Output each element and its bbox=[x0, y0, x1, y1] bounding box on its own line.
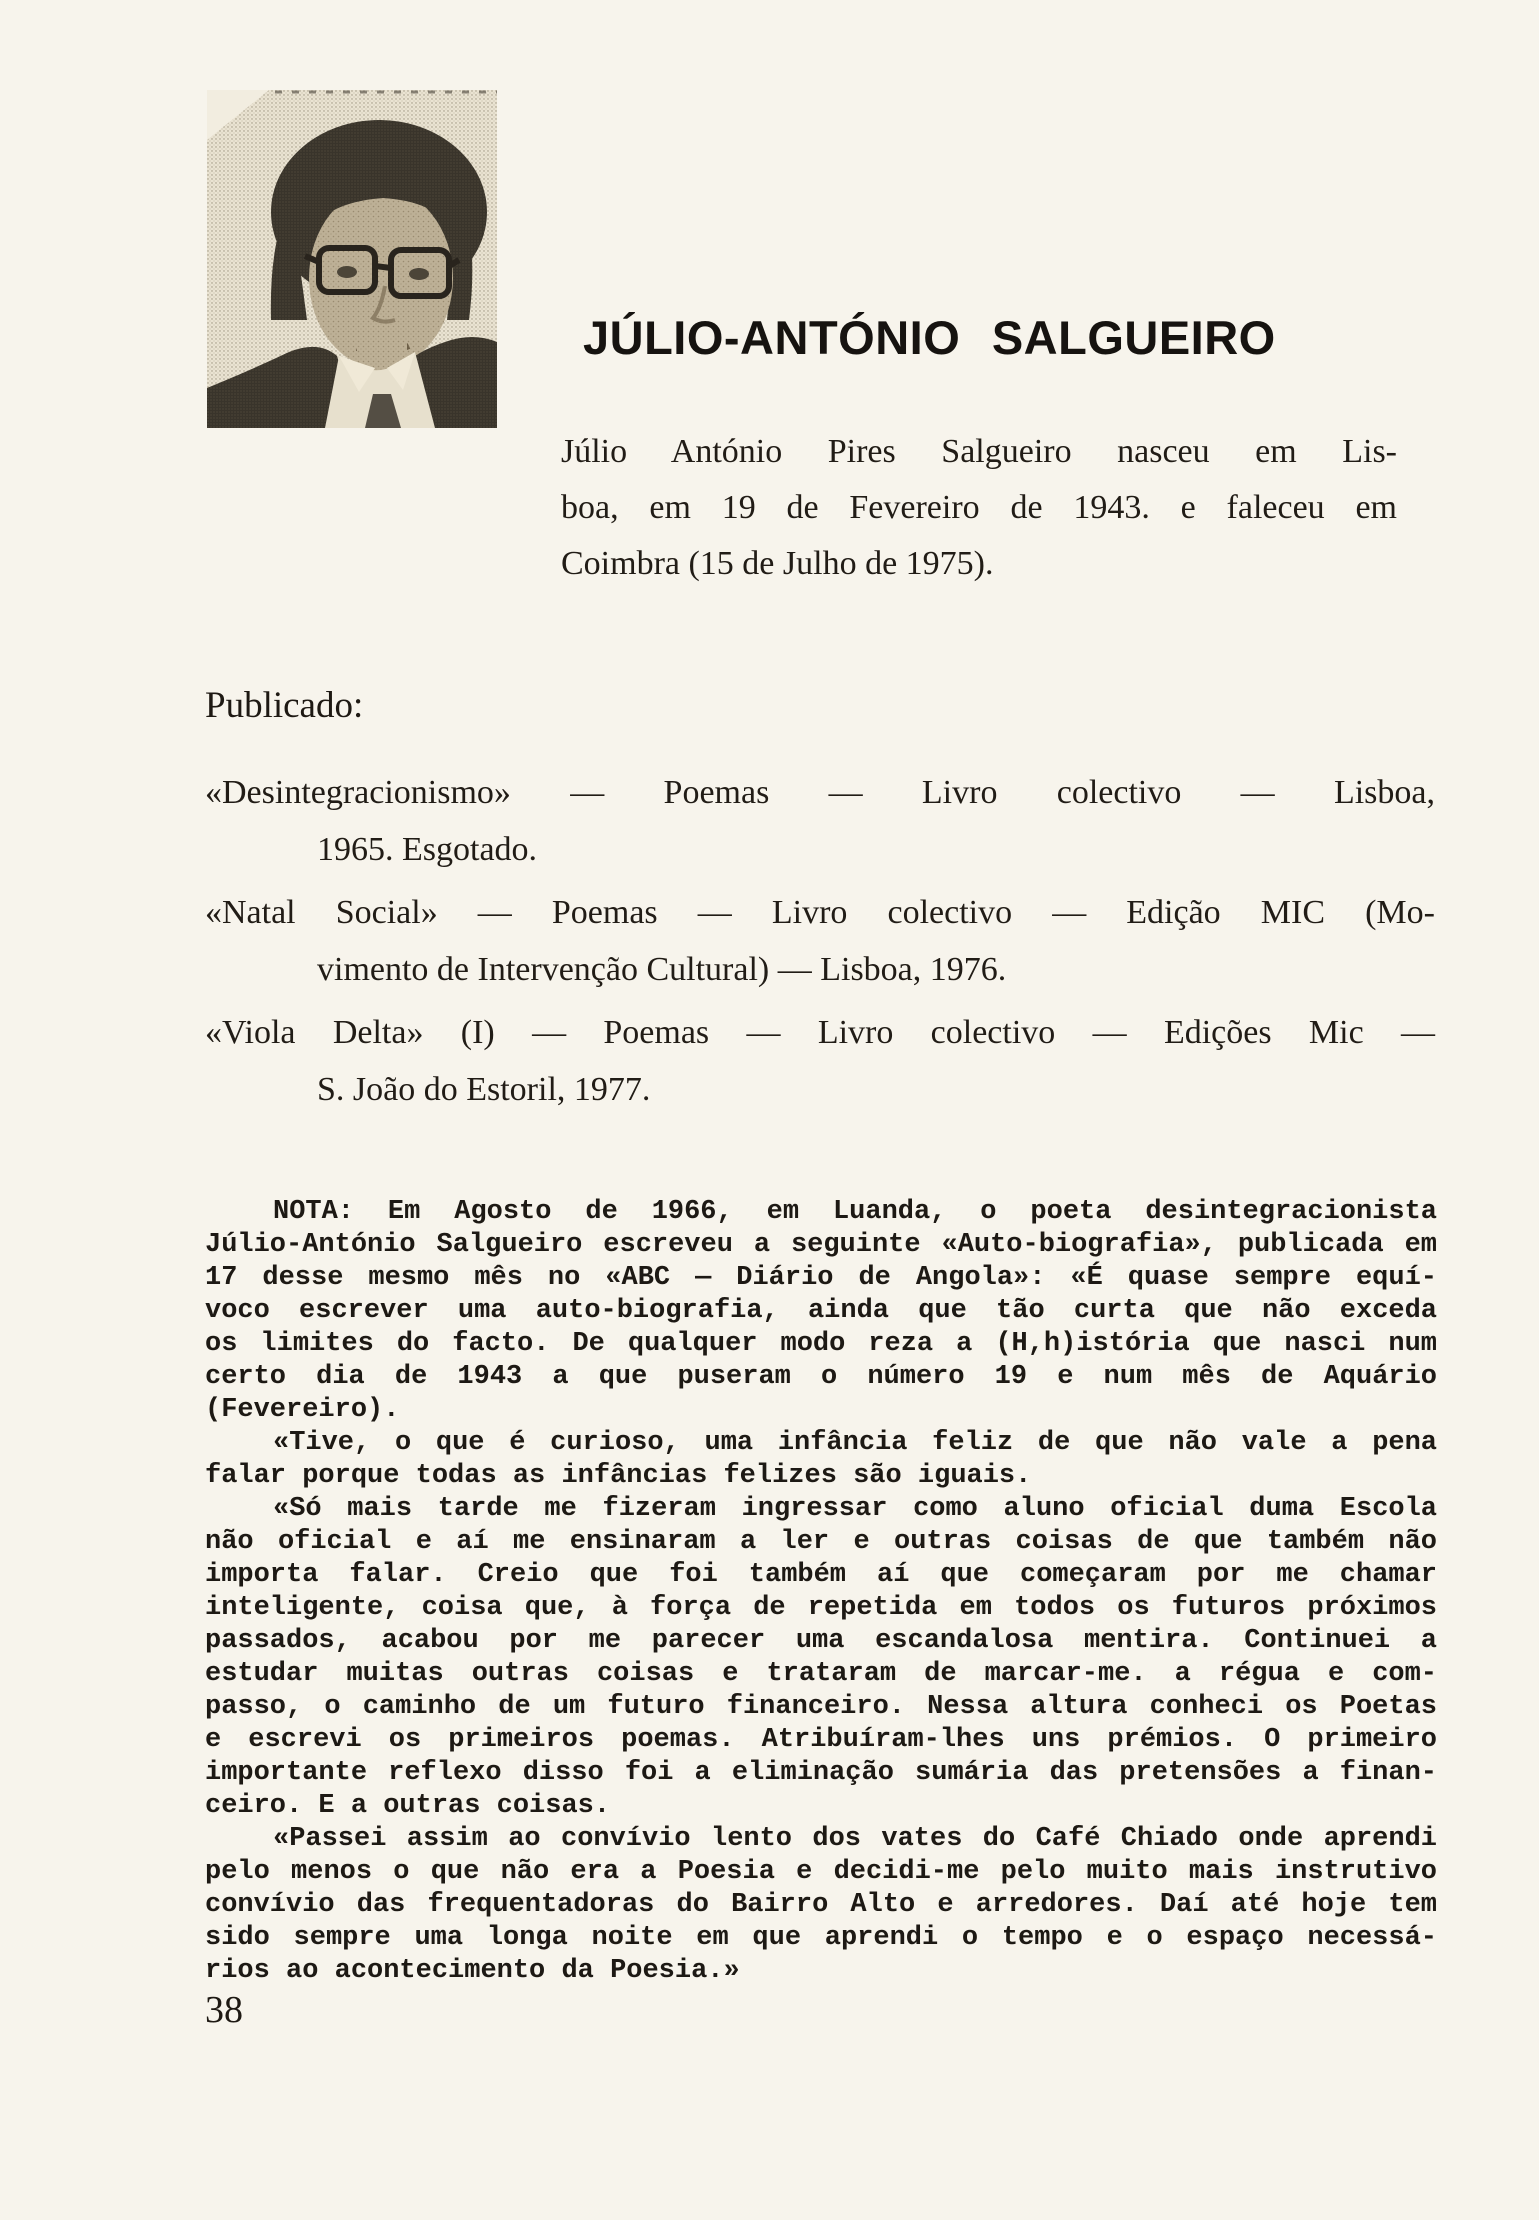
text-line: «Natal Social» — Poemas — Livro colectivo — Edição MIC (Mo- bbox=[205, 894, 1435, 931]
text-line: Coimbra (15 de Julho de 1975). bbox=[561, 545, 994, 582]
text-line: falar porque todas as infâncias felizes são iguais. bbox=[205, 1461, 1032, 1491]
text-line: convívio das frequentadoras do Bairro Alto e arredores. Daí até hoje tem bbox=[205, 1890, 1437, 1920]
text-line: não oficial e aí me ensinaram a ler e outras coisas de que também não bbox=[205, 1527, 1437, 1557]
text-line: inteligente, coisa que, à força de repetida em todos os futuros próximos bbox=[205, 1593, 1437, 1623]
text-line: voco escrever uma auto-biografia, ainda que tão curta que não exceda bbox=[205, 1296, 1437, 1326]
text-line: ceiro. E a outras coisas. bbox=[205, 1791, 611, 1821]
text-line: sido sempre uma longa noite em que aprendi o tempo e o espaço necessá- bbox=[205, 1923, 1437, 1953]
text-line: importante reflexo disso foi a eliminação sumária das pretensões a finan- bbox=[205, 1758, 1437, 1788]
text-line: os limites do facto. De qualquer modo reza a (H,h)istória que nasci num bbox=[205, 1329, 1437, 1359]
text-line: pelo menos o que não era a Poesia e decidi-me pelo muito mais instrutivo bbox=[205, 1857, 1437, 1887]
text-line: «Só mais tarde me fizeram ingressar como aluno oficial duma Escola bbox=[273, 1494, 1437, 1524]
page-title: JÚLIO-ANTÓNIO SALGUEIRO bbox=[583, 311, 1276, 364]
text-line: vimento de Intervenção Cultural) — Lisboa, 1976. bbox=[317, 951, 1007, 988]
text-line: boa, em 19 de Fevereiro de 1943. e faleceu em bbox=[561, 489, 1397, 526]
page-number: 38 bbox=[205, 1989, 243, 2031]
publication-entry bbox=[205, 1004, 1435, 1118]
text-line: «Viola Delta» (I) — Poemas — Livro colectivo — Edições Mic — bbox=[205, 1014, 1435, 1051]
nota-paragraphs bbox=[205, 1196, 1437, 1988]
text-line: (Fevereiro). bbox=[205, 1395, 400, 1425]
text-line: rios ao acontecimento da Poesia.» bbox=[205, 1956, 740, 1986]
text-line: NOTA: Em Agosto de 1966, em Luanda, o poeta desintegracionista bbox=[273, 1197, 1437, 1227]
text-line: certo dia de 1943 a que puseram o número 19 e num mês de Aquário bbox=[205, 1362, 1437, 1392]
text-line: importa falar. Creio que foi também aí que começaram por me chamar bbox=[205, 1560, 1437, 1590]
text-line: «Passei assim ao convívio lento dos vates do Café Chiado onde aprendi bbox=[273, 1824, 1437, 1854]
portrait-photo bbox=[207, 90, 497, 428]
portrait-photo-illustration bbox=[207, 90, 497, 428]
text-line: estudar muitas outras coisas e trataram de marcar-me. a régua e com- bbox=[205, 1659, 1437, 1689]
publication-entry bbox=[205, 764, 1435, 878]
text-line: 1965. Esgotado. bbox=[317, 831, 538, 868]
text-line: S. João do Estoril, 1977. bbox=[317, 1071, 651, 1108]
publicado-heading: Publicado: bbox=[205, 685, 364, 726]
publication-entry bbox=[205, 884, 1435, 998]
text-line: Júlio António Pires Salgueiro nasceu em Lis- bbox=[561, 433, 1397, 470]
text-line: passados, acabou por me parecer uma escandalosa mentira. Continuei a bbox=[205, 1626, 1437, 1656]
publication-list bbox=[205, 764, 1435, 1124]
text-line: e escrevi os primeiros poemas. Atribuíram-lhes uns prémios. O primeiro bbox=[205, 1725, 1437, 1755]
text-line: «Tive, o que é curioso, uma infância feliz de que não vale a pena bbox=[273, 1428, 1437, 1458]
text-line: «Desintegracionismo» — Poemas — Livro colectivo — Lisboa, bbox=[205, 774, 1435, 811]
intro-paragraph bbox=[561, 424, 1397, 592]
text-line: Júlio-António Salgueiro escreveu a seguinte «Auto-biografia», publicada em bbox=[205, 1230, 1437, 1260]
text-line: passo, o caminho de um futuro financeiro. Nessa altura conheci os Poetas bbox=[205, 1692, 1437, 1722]
text-line: 17 desse mesmo mês no «ABC — Diário de Angola»: «É quase sempre equí- bbox=[205, 1263, 1437, 1293]
